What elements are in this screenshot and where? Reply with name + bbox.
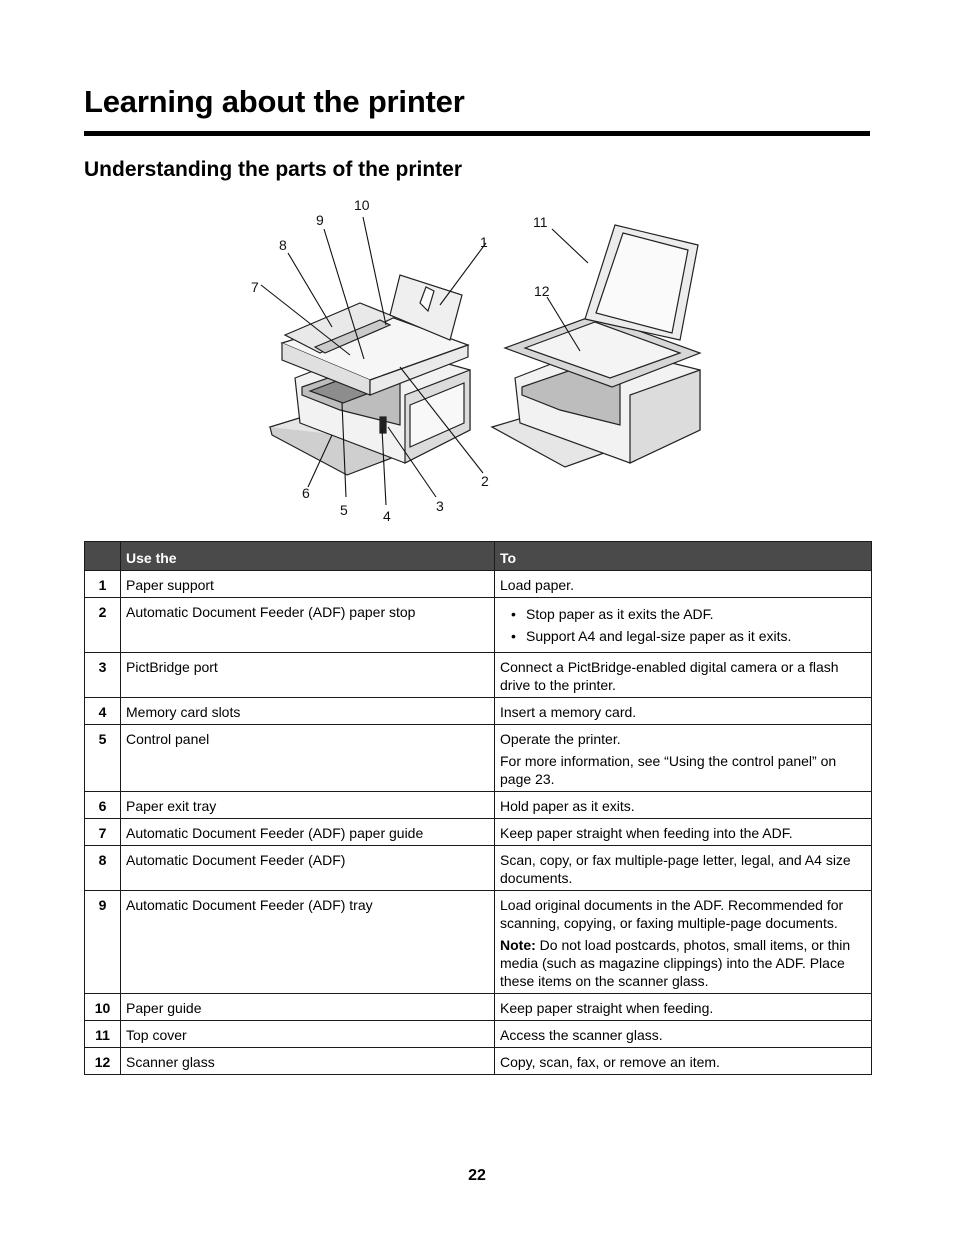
callout-3: 3 [436, 498, 444, 514]
part-name: Paper exit tray [121, 792, 495, 819]
header-num [85, 542, 121, 571]
part-purpose [495, 1048, 872, 1075]
row-number: 7 [85, 819, 121, 846]
table-header-row [85, 542, 872, 571]
bullet-item: • Stop paper as it exits the ADF. [526, 605, 866, 623]
note-body: Do not load postcards, photos, small items, or thin media (such as magazine clippings) into the ADF. Place these items on the scanner glass. [500, 937, 851, 989]
printer-parts-illustration [240, 195, 720, 530]
table-row [85, 994, 872, 1021]
purpose-text: Operate the printer. [500, 731, 621, 747]
printer-right-illustration [492, 225, 700, 467]
row-number: 4 [85, 698, 121, 725]
part-purpose [495, 891, 872, 994]
purpose-text: Insert a memory card. [500, 704, 637, 720]
row-number: 9 [85, 891, 121, 994]
purpose-text: Load original documents in the ADF. Recommended for scanning, copying, or faxing multiple-page documents. [500, 897, 844, 931]
part-name: Control panel [121, 725, 495, 792]
part-name: Automatic Document Feeder (ADF) [121, 846, 495, 891]
part-purpose [495, 698, 872, 725]
table-row [85, 571, 872, 598]
callout-11: 11 [533, 214, 548, 230]
row-number: 8 [85, 846, 121, 891]
table-row [85, 891, 872, 994]
row-number: 2 [85, 598, 121, 653]
callout-6: 6 [302, 485, 310, 501]
table-row [85, 725, 872, 792]
note-label: Note: [500, 937, 536, 953]
part-purpose [495, 994, 872, 1021]
part-name: Top cover [121, 1021, 495, 1048]
table-row [85, 698, 872, 725]
parts-table [84, 541, 872, 1075]
header-use-the: Use the [121, 542, 495, 571]
purpose-text: For more information, see “Using the control panel” on page 23. [500, 753, 837, 787]
purpose-text: Copy, scan, fax, or remove an item. [500, 1054, 720, 1070]
part-name: Automatic Document Feeder (ADF) paper guide [121, 819, 495, 846]
part-purpose [495, 598, 872, 653]
row-number: 12 [85, 1048, 121, 1075]
part-name: Automatic Document Feeder (ADF) tray [121, 891, 495, 994]
part-purpose [495, 571, 872, 598]
callout-1: 1 [480, 234, 488, 250]
purpose-text: Connect a PictBridge-enabled digital camera or a flash drive to the printer. [500, 659, 839, 693]
table-row [85, 653, 872, 698]
part-name: Paper support [121, 571, 495, 598]
part-name: Paper guide [121, 994, 495, 1021]
row-number: 3 [85, 653, 121, 698]
note-text [500, 936, 866, 990]
callout-7: 7 [251, 279, 259, 295]
row-number: 10 [85, 994, 121, 1021]
part-purpose [495, 1021, 872, 1048]
part-purpose [495, 725, 872, 792]
table-row [85, 598, 872, 653]
table-row [85, 846, 872, 891]
part-purpose [495, 792, 872, 819]
callout-4: 4 [383, 508, 391, 524]
callout-2: 2 [481, 473, 489, 489]
row-number: 11 [85, 1021, 121, 1048]
part-name: PictBridge port [121, 653, 495, 698]
callout-10: 10 [354, 197, 370, 213]
purpose-bullet-list [500, 605, 866, 645]
part-purpose [495, 819, 872, 846]
title-rule [84, 131, 870, 136]
table-row [85, 1021, 872, 1048]
bullet-item: • Support A4 and legal-size paper as it exits. [526, 627, 866, 645]
row-number: 5 [85, 725, 121, 792]
part-purpose [495, 846, 872, 891]
row-number: 6 [85, 792, 121, 819]
callout-8: 8 [279, 237, 287, 253]
section-heading: Understanding the parts of the printer [84, 158, 463, 181]
callout-9: 9 [316, 212, 324, 228]
row-number: 1 [85, 571, 121, 598]
purpose-text: Hold paper as it exits. [500, 798, 635, 814]
page-number: 22 [468, 1167, 486, 1184]
callout-5: 5 [340, 502, 348, 518]
purpose-text: Scan, copy, or fax multiple-page letter, legal, and A4 size documents. [500, 852, 851, 886]
table-row [85, 819, 872, 846]
purpose-text: Access the scanner glass. [500, 1027, 663, 1043]
header-to: To [495, 542, 872, 571]
part-name: Memory card slots [121, 698, 495, 725]
part-name: Automatic Document Feeder (ADF) paper stop [121, 598, 495, 653]
table-row [85, 792, 872, 819]
part-name: Scanner glass [121, 1048, 495, 1075]
purpose-text: Keep paper straight when feeding into the ADF. [500, 825, 793, 841]
purpose-text: Load paper. [500, 577, 574, 593]
part-purpose [495, 653, 872, 698]
callout-12: 12 [534, 283, 550, 299]
purpose-text: Keep paper straight when feeding. [500, 1000, 714, 1016]
page-title: Learning about the printer [84, 84, 465, 119]
table-row [85, 1048, 872, 1075]
